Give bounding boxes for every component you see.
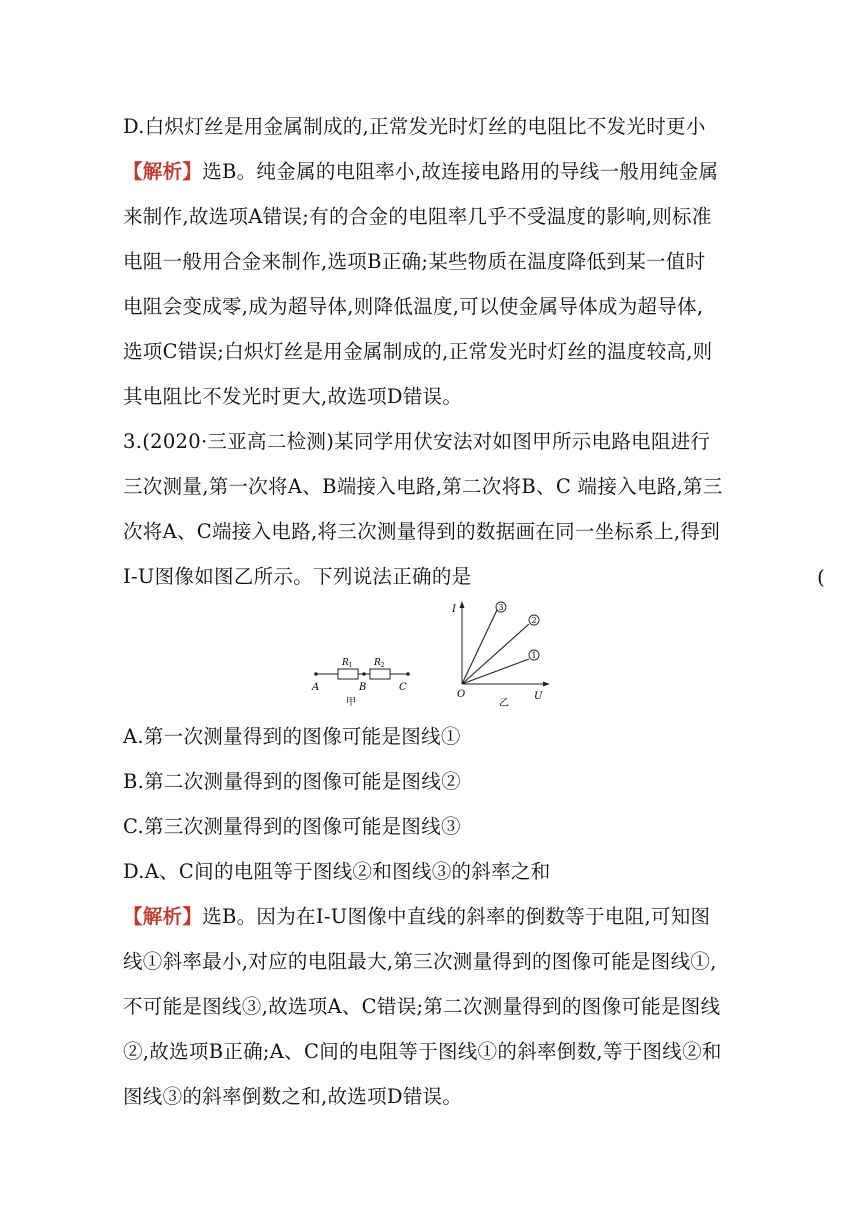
q2-analysis-line-6: 其电阻比不发光时更大,故选项D错误。 <box>123 385 463 408</box>
q3-option-d: D.A、C间的电阻等于图线②和图线③的斜率之和 <box>123 860 551 883</box>
figure-yi-caption: 乙 <box>499 698 509 708</box>
q3-stem-line-2: 三次测量,第一次将A、B端接入电路,第二次将B、C 端接入电路,第三 <box>123 475 723 498</box>
line-2-label: 2 <box>531 616 537 625</box>
q3-option-c: C.第三次测量得到的图像可能是图线③ <box>123 815 461 838</box>
q3-stem-line-4: I-U图像如图乙所示。下列说法正确的是 <box>123 565 472 588</box>
analysis-tag: 【解析】 <box>123 160 203 183</box>
q2-analysis-line-1 <box>123 157 718 187</box>
analysis-tag: 【解析】 <box>123 905 203 928</box>
q3-analysis-line-2: 线①斜率最小,对应的电阻最大,第三次测量得到的图像可能是图线①, <box>123 950 717 973</box>
y-axis-arrow <box>460 601 465 608</box>
q3-option-b: B.第二次测量得到的图像可能是图线② <box>123 770 461 793</box>
q3-stem-line-1: 3.(2020·三亚高二检测)某同学用伏安法对如图甲所示电路电阻进行 <box>123 430 711 453</box>
figure-jia-caption: 甲 <box>346 697 356 708</box>
line-1-label: 1 <box>531 651 537 660</box>
origin-label: O <box>457 689 466 700</box>
q2-option-d: D.白炽灯丝是用金属制成的,正常发光时灯丝的电阻比不发光时更小 <box>123 115 706 138</box>
y-axis-label: I <box>452 604 456 615</box>
r2-label: $R_2$ <box>374 658 385 669</box>
iu-graph <box>448 598 552 708</box>
terminal-b-dot <box>362 672 366 676</box>
q3-analysis-text: 选B。因为在I-U图像中直线的斜率的倒数等于电阻,可知图 <box>202 905 711 928</box>
q3-option-a: A.第一次测量得到的图像可能是图线① <box>123 725 461 748</box>
terminal-b-label: B <box>359 682 367 693</box>
q2-analysis-line-5: 选项C错误;白炽灯丝是用金属制成的,正常发光时灯丝的温度较高,则 <box>123 340 713 363</box>
graph-line-2 <box>462 624 529 684</box>
x-axis-arrow <box>543 682 550 687</box>
resistor-r2 <box>370 669 390 679</box>
q3-analysis-line-4: ②,故选项B正确;A、C间的电阻等于图线①的斜率倒数,等于图线②和 <box>123 1040 722 1063</box>
r1-label: $R_1$ <box>342 658 353 669</box>
q2-analysis-line-2: 来制作,故选项A错误;有的合金的电阻率几乎不受温度的影响,则标准 <box>123 205 712 228</box>
terminal-a-label: A <box>312 682 320 693</box>
q3-stem-line-3: 次将A、C端接入电路,将三次测量得到的数据画在同一坐标系上,得到 <box>123 520 720 543</box>
resistor-r1 <box>338 669 358 679</box>
terminal-c-label: C <box>399 682 407 693</box>
x-axis-label: U <box>534 691 543 702</box>
answer-bracket: ( <box>817 565 825 589</box>
terminal-a-dot <box>314 672 318 676</box>
line-3-label: 3 <box>498 603 504 612</box>
q3-analysis-line-1 <box>123 902 710 932</box>
q2-analysis-line-3: 电阻一般用合金来制作,选项B正确;某些物质在温度降低到某一值时 <box>123 250 706 273</box>
terminal-c-dot <box>406 672 410 676</box>
q3-analysis-line-3: 不可能是图线③,故选项A、C错误;第二次测量得到的图像可能是图线 <box>123 995 721 1018</box>
circuit-diagram <box>308 652 420 710</box>
q2-analysis-line-4: 电阻会变成零,成为超导体,则降低温度,可以使金属导体成为超导体, <box>123 295 704 318</box>
q3-analysis-line-5: 图线③的斜率倒数之和,故选项D错误。 <box>123 1085 463 1108</box>
q2-analysis-text: 选B。纯金属的电阻率小,故连接电路用的导线一般用纯金属 <box>202 160 719 183</box>
